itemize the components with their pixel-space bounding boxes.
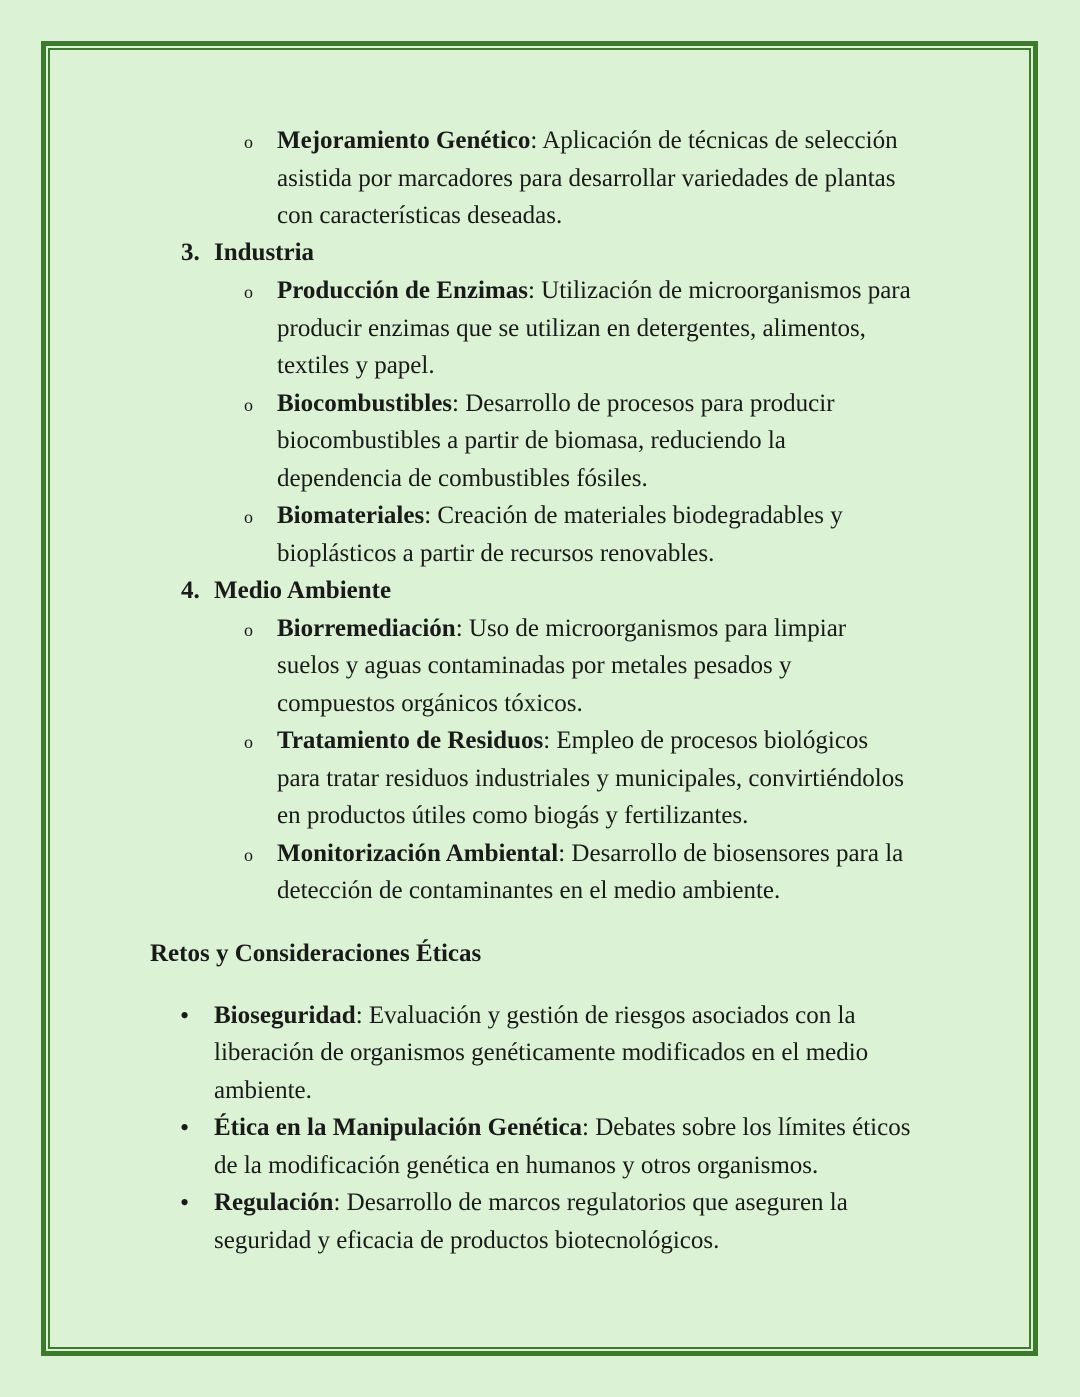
- list-item-line: bioplásticos a partir de recursos renovables.: [277, 540, 715, 567]
- list-item-line: Biocombustibles: Desarrollo de procesos para producir: [277, 390, 835, 417]
- section-title: Medio Ambiente: [214, 577, 392, 604]
- term: Regulación: [214, 1189, 334, 1216]
- section-heading: Retos y Consideraciones Éticas: [150, 940, 482, 967]
- term: Ética en la Manipulación Genética: [214, 1114, 583, 1141]
- circle-bullet-icon: o: [244, 845, 253, 865]
- term: Mejoramiento Genético: [277, 127, 531, 154]
- list-item-line: Ética en la Manipulación Genética: Debates sobre los límites éticos: [214, 1114, 911, 1141]
- list-item-line: Tratamiento de Residuos: Empleo de procesos biológicos: [277, 727, 869, 754]
- list-item-line: en productos útiles como biogás y fertilizantes.: [277, 802, 749, 829]
- section-title: Industria: [214, 239, 315, 266]
- circle-bullet-icon: o: [244, 732, 253, 752]
- list-item-line: asistida por marcadores para desarrollar variedades de plantas: [277, 165, 896, 192]
- list-item-line: Mejoramiento Genético: Aplicación de técnicas de selección: [277, 127, 898, 154]
- list-item-line: Monitorización Ambiental: Desarrollo de biosensores para la: [277, 840, 904, 867]
- list-item-line: Biomateriales: Creación de materiales biodegradables y: [277, 502, 843, 529]
- term: Biocombustibles: [277, 390, 453, 417]
- bullet-icon: •: [180, 1188, 190, 1217]
- list-item-line: suelos y aguas contaminadas por metales pesados y: [277, 652, 792, 679]
- list-item-line: liberación de organismos genéticamente modificados en el medio: [214, 1039, 869, 1066]
- circle-bullet-icon: o: [244, 395, 253, 415]
- list-item-line: con características deseadas.: [277, 202, 563, 229]
- list-item-line: producir enzimas que se utilizan en detergentes, alimentos,: [277, 315, 866, 342]
- list-item-line: dependencia de combustibles fósiles.: [277, 465, 648, 492]
- list-item-line: seguridad y eficacia de productos biotecnológicos.: [214, 1227, 720, 1254]
- list-item-line: textiles y papel.: [277, 352, 435, 379]
- term: Biorremediación: [277, 615, 456, 642]
- list-item-line: detección de contaminantes en el medio ambiente.: [277, 877, 781, 904]
- term: Biomateriales: [277, 502, 425, 529]
- list-item-line: biocombustibles a partir de biomasa, reduciendo la: [277, 427, 786, 454]
- list-item-line: para tratar residuos industriales y municipales, convirtiéndolos: [277, 765, 904, 792]
- term: Monitorización Ambiental: [277, 840, 559, 867]
- term: Bioseguridad: [214, 1002, 356, 1029]
- circle-bullet-icon: o: [244, 507, 253, 527]
- list-item-line: Producción de Enzimas: Utilización de microorganismos para: [277, 277, 911, 304]
- list-item-line: de la modificación genética en humanos y otros organismos.: [214, 1152, 819, 1179]
- term: Tratamiento de Residuos: [277, 727, 544, 754]
- term: Producción de Enzimas: [277, 277, 528, 304]
- list-item-line: ambiente.: [214, 1077, 312, 1104]
- bullet-icon: •: [180, 1113, 190, 1142]
- bullet-icon: •: [180, 1001, 190, 1030]
- circle-bullet-icon: o: [244, 620, 253, 640]
- list-item-line: compuestos orgánicos tóxicos.: [277, 690, 583, 717]
- list-item-line: Regulación: Desarrollo de marcos regulatorios que aseguren la: [214, 1189, 848, 1216]
- section-number: 3.: [181, 239, 200, 266]
- circle-bullet-icon: o: [244, 282, 253, 302]
- section-number: 4.: [181, 577, 200, 604]
- list-item-line: Bioseguridad: Evaluación y gestión de riesgos asociados con la: [214, 1002, 856, 1029]
- list-item-line: Biorremediación: Uso de microorganismos para limpiar: [277, 615, 847, 642]
- circle-bullet-icon: o: [244, 132, 253, 152]
